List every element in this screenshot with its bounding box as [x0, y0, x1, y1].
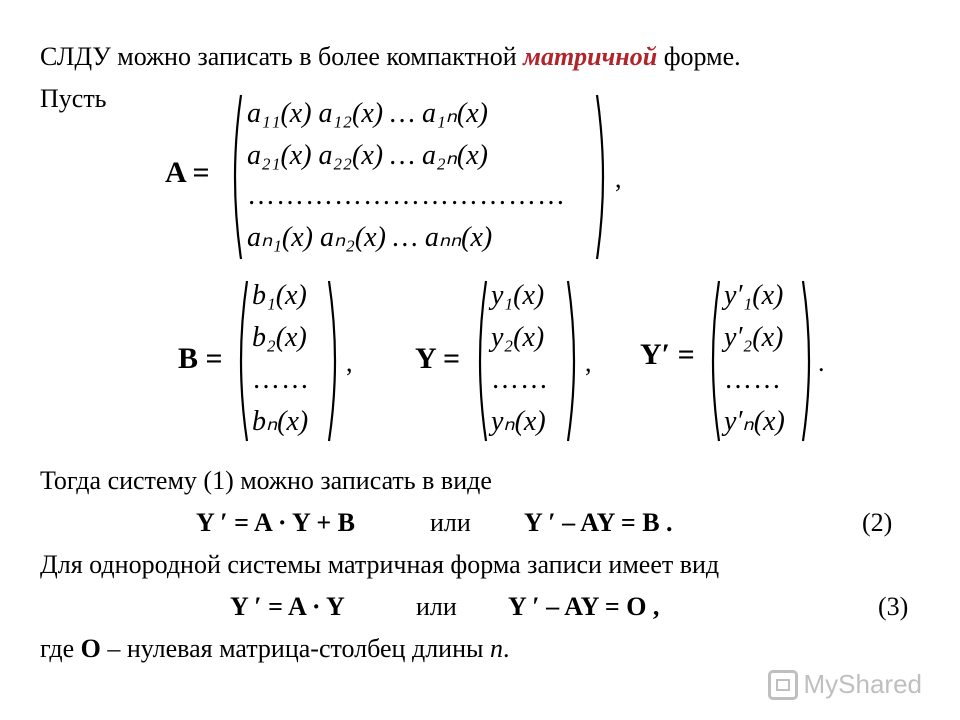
vector-b-comma: , — [346, 348, 353, 377]
then-line: Тогда систему (1) можно записать в виде — [40, 466, 492, 495]
vector-y-prime-entry: y′ₙ(x) — [724, 406, 785, 437]
eq2-left: Y ′ = A · Y + B — [196, 508, 356, 537]
where-line — [40, 634, 509, 664]
vector-y-comma: , — [585, 348, 592, 377]
right-paren-icon — [593, 92, 613, 262]
vector-y-entry: y₁(x) — [491, 280, 545, 311]
vector-y-prime-entry: y′₂(x) — [724, 322, 784, 353]
vector-y — [415, 278, 605, 446]
left-paren-icon — [232, 278, 250, 444]
homog-line: Для однородной системы матричная форма записи имеет вид — [40, 550, 720, 579]
left-paren-icon — [225, 92, 245, 262]
where-end: . — [502, 634, 510, 663]
eq3-left: Y ′ = A · Y — [230, 592, 345, 621]
watermark-logo-icon — [768, 670, 798, 700]
watermark — [768, 669, 923, 700]
intro-text: СЛДУ можно записать в более компактной — [40, 42, 517, 71]
left-paren-icon — [704, 278, 722, 444]
vector-b-entry: b₁(x) — [252, 280, 307, 311]
let-word: Пусть — [40, 84, 107, 113]
vector-y-prime-period: . — [818, 348, 825, 377]
eq3-right: Y ′ – AY = O , — [508, 592, 660, 621]
vector-b-label: B = — [178, 342, 223, 375]
matrix-a-comma: , — [615, 164, 622, 193]
vector-b — [178, 278, 378, 446]
intro-accent-word: матричной — [523, 42, 658, 71]
eq2-number: (2) — [862, 508, 893, 537]
left-paren-icon — [471, 278, 489, 444]
matrix-a-row: a₂₁(x) a₂₂(x) … a₂ₙ(x) — [247, 140, 488, 171]
vector-b-entry: b₂(x) — [252, 322, 307, 353]
vector-y-prime-label: Y′ = — [640, 338, 695, 371]
intro-line — [40, 42, 741, 72]
where-o: O — [80, 634, 101, 663]
vector-y-label: Y = — [415, 342, 461, 375]
vector-b-entry: …… — [252, 364, 310, 395]
vector-y-entry: yₙ(x) — [491, 406, 546, 437]
eq2-or: или — [430, 508, 471, 537]
right-paren-icon — [326, 278, 344, 444]
matrix-a-row: aₙ₁(x) aₙ₂(x) … aₙₙ(x) — [247, 222, 493, 253]
matrix-a-row: a₁₁(x) a₁₂(x) … a₁ₙ(x) — [247, 98, 488, 129]
matrix-a-row: …………………………… — [247, 180, 566, 211]
where-suffix: – нулевая матрица-столбец длины — [107, 634, 484, 663]
vector-y-entry: …… — [491, 364, 549, 395]
where-n: n — [489, 634, 503, 663]
watermark-text: MyShared — [803, 669, 922, 699]
eq2-right: Y ′ – AY = B . — [524, 508, 673, 537]
vector-b-entry: bₙ(x) — [252, 406, 309, 437]
eq3-or: или — [416, 592, 457, 621]
vector-y-prime-entry: y′₁(x) — [724, 280, 784, 311]
matrix-a — [165, 92, 635, 262]
vector-y-prime — [640, 278, 840, 446]
vector-y-entry: y₂(x) — [491, 322, 545, 353]
right-paren-icon — [565, 278, 583, 444]
right-paren-icon — [800, 278, 818, 444]
where-prefix: где — [40, 634, 75, 663]
matrix-a-label: A = — [165, 156, 210, 189]
intro-suffix: форме. — [663, 42, 741, 71]
eq3-number: (3) — [878, 592, 909, 621]
vector-y-prime-entry: …… — [724, 364, 782, 395]
